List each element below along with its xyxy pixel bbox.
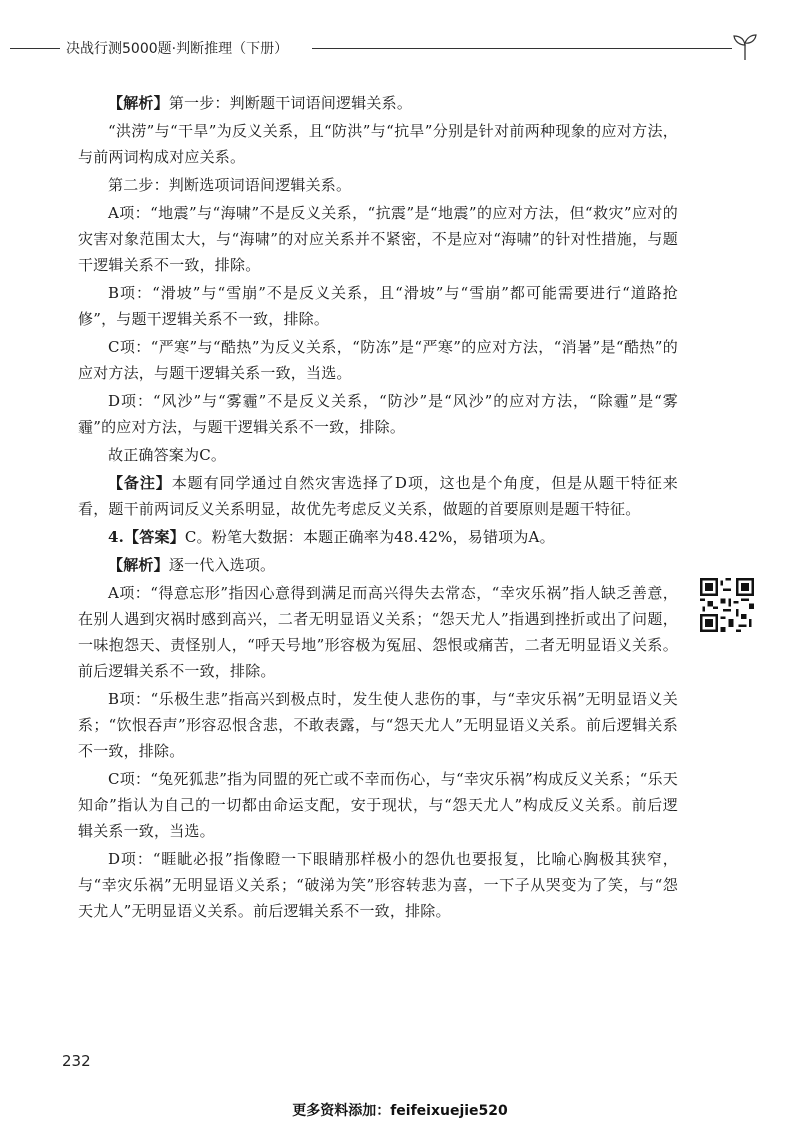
paragraph: [78, 442, 678, 468]
paragraph-label: 【解析】: [108, 94, 169, 112]
paragraph-text: C项：“严寒”与“酷热”为反义关系，“防冻”是“严寒”的应对方法，“消暑”是“酷热”的应对方法，与题干逻辑关系一致，当选。: [78, 338, 678, 382]
paragraph-text: 第二步：判断选项词语间逻辑关系。: [108, 176, 352, 194]
paragraph: [78, 388, 678, 440]
paragraph-text: A项：“地震”与“海啸”不是反义关系，“抗震”是“地震”的应对方法，但“救灾”应对的灾害对象范围太大，与“海啸”的对应关系并不紧密，不是应对“海啸”的针对性措施，与题干逻辑关系不一致，排除。: [78, 204, 678, 274]
paragraph: [78, 118, 678, 170]
paragraph-text: B项：“乐极生悲”指高兴到极点时，发生使人悲伤的事，与“幸灾乐祸”无明显语义关系；“饮恨吞声”形容忍恨含悲，不敢表露，与“怨天尤人”无明显语义关系。前后逻辑关系不一致，排除。: [78, 690, 678, 760]
paragraph: [78, 552, 678, 578]
paragraph-text: D项：“风沙”与“雾霾”不是反义关系，“防沙”是“风沙”的应对方法，“除霾”是“雾霾”的应对方法，与题干逻辑关系不一致，排除。: [78, 392, 678, 436]
explanation-body: [78, 90, 678, 926]
header-rule-left: [10, 48, 60, 49]
paragraph: [78, 686, 678, 764]
paragraph-text: B项：“滑坡”与“雪崩”不是反义关系，且“滑坡”与“雪崩”都可能需要进行“道路抢修”，与题干逻辑关系不一致，排除。: [78, 284, 678, 328]
paragraph: [78, 172, 678, 198]
footer-note: 更多资料添加：feifeixuejie520: [292, 1103, 508, 1119]
paragraph: [78, 200, 678, 278]
sprout-icon: [732, 32, 758, 62]
paragraph: [78, 470, 678, 522]
paragraph: [78, 766, 678, 844]
page-number: 232: [62, 1052, 91, 1070]
paragraph-text: C项：“兔死狐悲”指为同盟的死亡或不幸而伤心，与“幸灾乐祸”构成反义关系；“乐天知命”指认为自己的一切都由命运支配，安于现状，与“怨天尤人”构成反义关系。前后逻辑关系一致，当选。: [78, 770, 678, 840]
paragraph-label: 4.【答案】: [108, 528, 185, 546]
paragraph-text: “洪涝”与“干旱”为反义关系，且“防洪”与“抗旱”分别是针对前两种现象的应对方法，与前两词构成对应关系。: [78, 122, 678, 166]
paragraph-text: D项：“睚眦必报”指像瞪一下眼睛那样极小的怨仇也要报复，比喻心胸极其狭窄，与“幸灾乐祸”无明显语义关系；“破涕为笑”形容转悲为喜，一下子从哭变为了笑，与“怨天尤人”无明显语义关系。前后逻辑关系不一致，排除。: [78, 850, 678, 920]
paragraph-text: A项：“得意忘形”指因心意得到满足而高兴得失去常态，“幸灾乐祸”指人缺乏善意，在别人遇到灾祸时感到高兴，二者无明显语义关系；“怨天尤人”指遇到挫折或出了问题，一味抱怨天、责怪别人，“呼天号地”形容极为冤屈、怨恨或痛苦，二者无明显语义关系。前后逻辑关系不一致，排除。: [78, 584, 678, 680]
paragraph-text: 本题有同学通过自然灾害选择了D项，这也是个角度，但是从题干特征来看，题干前两词反义关系明显，故优先考虑反义关系，做题的首要原则是题干特征。: [78, 474, 678, 518]
paragraph: [78, 90, 678, 116]
header-title: 决战行测5000题·判断推理（下册）: [66, 41, 289, 57]
paragraph: [78, 280, 678, 332]
paragraph-label: 【解析】: [108, 556, 169, 574]
paragraph: [78, 334, 678, 386]
paragraph-text: C。粉笔大数据：本题正确率为48.42%，易错项为A。: [184, 528, 555, 546]
page-header: [0, 30, 800, 70]
paragraph: [78, 580, 678, 684]
paragraph-text: 第一步：判断题干词语间逻辑关系。: [168, 94, 413, 112]
paragraph-text: 逐一代入选项。: [168, 556, 276, 574]
qr-code-icon[interactable]: [700, 578, 754, 632]
paragraph-text: 故正确答案为C。: [108, 446, 227, 464]
paragraph: [78, 524, 678, 550]
paragraph-label: 【备注】: [108, 474, 172, 492]
paragraph: [78, 846, 678, 924]
header-rule-right: [312, 48, 732, 49]
